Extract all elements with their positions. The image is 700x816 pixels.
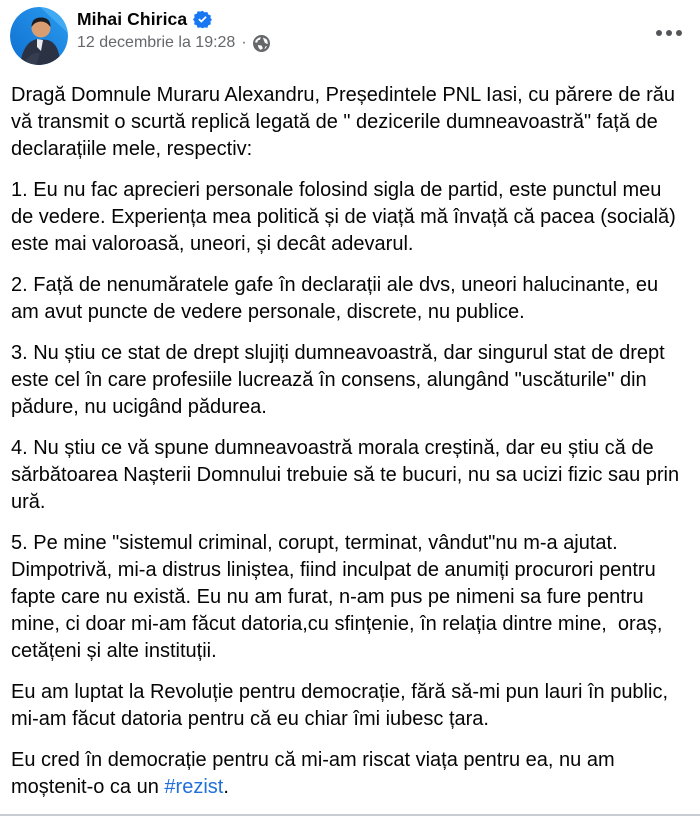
avatar[interactable] [10,7,68,65]
post-paragraph: 5. Pe mine "sistemul criminal, corupt, terminat, vândut"nu m-a ajutat. Dimpotrivă, mi-a distrus liniștea, fiind inculpat de anumiți procurori pentru fapte care nu există. Eu nu am furat, n-am pus pe nimeni sa fure pentru mine, ci doar mi-am făcut datoria,cu sfințenie, în relația dintre mine, oraș, cetățeni și alte instituții. [11,532,668,662]
post-header [0,0,700,65]
author-name[interactable]: Mihai Chirica [77,9,188,29]
post-timestamp[interactable]: 12 decembrie la 19:28 [77,34,236,51]
post-paragraph: Dragă Domnule Muraru Alexandru, Președintele PNL Iasi, cu părere de rău vă transmit o scurtă replică legată de " dezicerile dumneavoastră" față de declarațiile mele, respectiv: [11,84,681,160]
post-paragraph: 4. Nu știu ce vă spune dumneavoastră morala creștină, dar eu știu că de sărbătoarea Nașterii Domnului trebuie să te bucuri, nu sa ucizi fizic sau prin ură. [11,437,685,513]
final-paragraph-period: . [223,776,229,798]
post-header-info [77,7,654,52]
post-paragraph: 2. Față de nenumăratele gafe în declarații ale dvs, uneori halucinante, eu am avut puncte de vedere personale, discrete, nu publice. [11,274,664,323]
author-row [77,9,654,30]
ellipsis-icon [656,30,662,36]
post-paragraph: Eu am luptat la Revoluție pentru democrație, fără să-mi pun lauri în public, mi-am făcut datoria pentru că eu chiar îmi iubesc țara. [11,681,674,730]
ellipsis-icon [666,30,672,36]
post-text [0,82,700,801]
avatar-image [10,7,68,65]
post-paragraph-final [11,747,689,801]
hashtag-rezist-link[interactable]: #rezist [164,776,224,798]
ellipsis-icon [676,30,682,36]
final-paragraph-text: Eu cred în democrație pentru că mi-am riscat viața pentru ea, nu am [11,749,621,771]
globe-public-icon [253,35,270,52]
verified-badge-icon [193,10,212,29]
meta-separator: · [241,34,247,51]
more-options-button[interactable] [654,20,684,46]
post-paragraph: 1. Eu nu fac aprecieri personale folosind sigla de partid, este punctul meu de vedere. Experiența mea politică și de viață mă învață că pacea (socială) este mai valoroasă, uneori, și decât adevarul. [11,179,682,255]
post-meta-row [77,34,654,52]
post-paragraph: 3. Nu știu ce stat de drept slujiți dumneavoastră, dar singurul stat de drept este cel în care profesiile lucrează în consens, alungând "uscăturile" din pădure, nu ucigând pădurea. [11,342,671,418]
final-paragraph-text: moștenit-o ca un [11,776,165,798]
